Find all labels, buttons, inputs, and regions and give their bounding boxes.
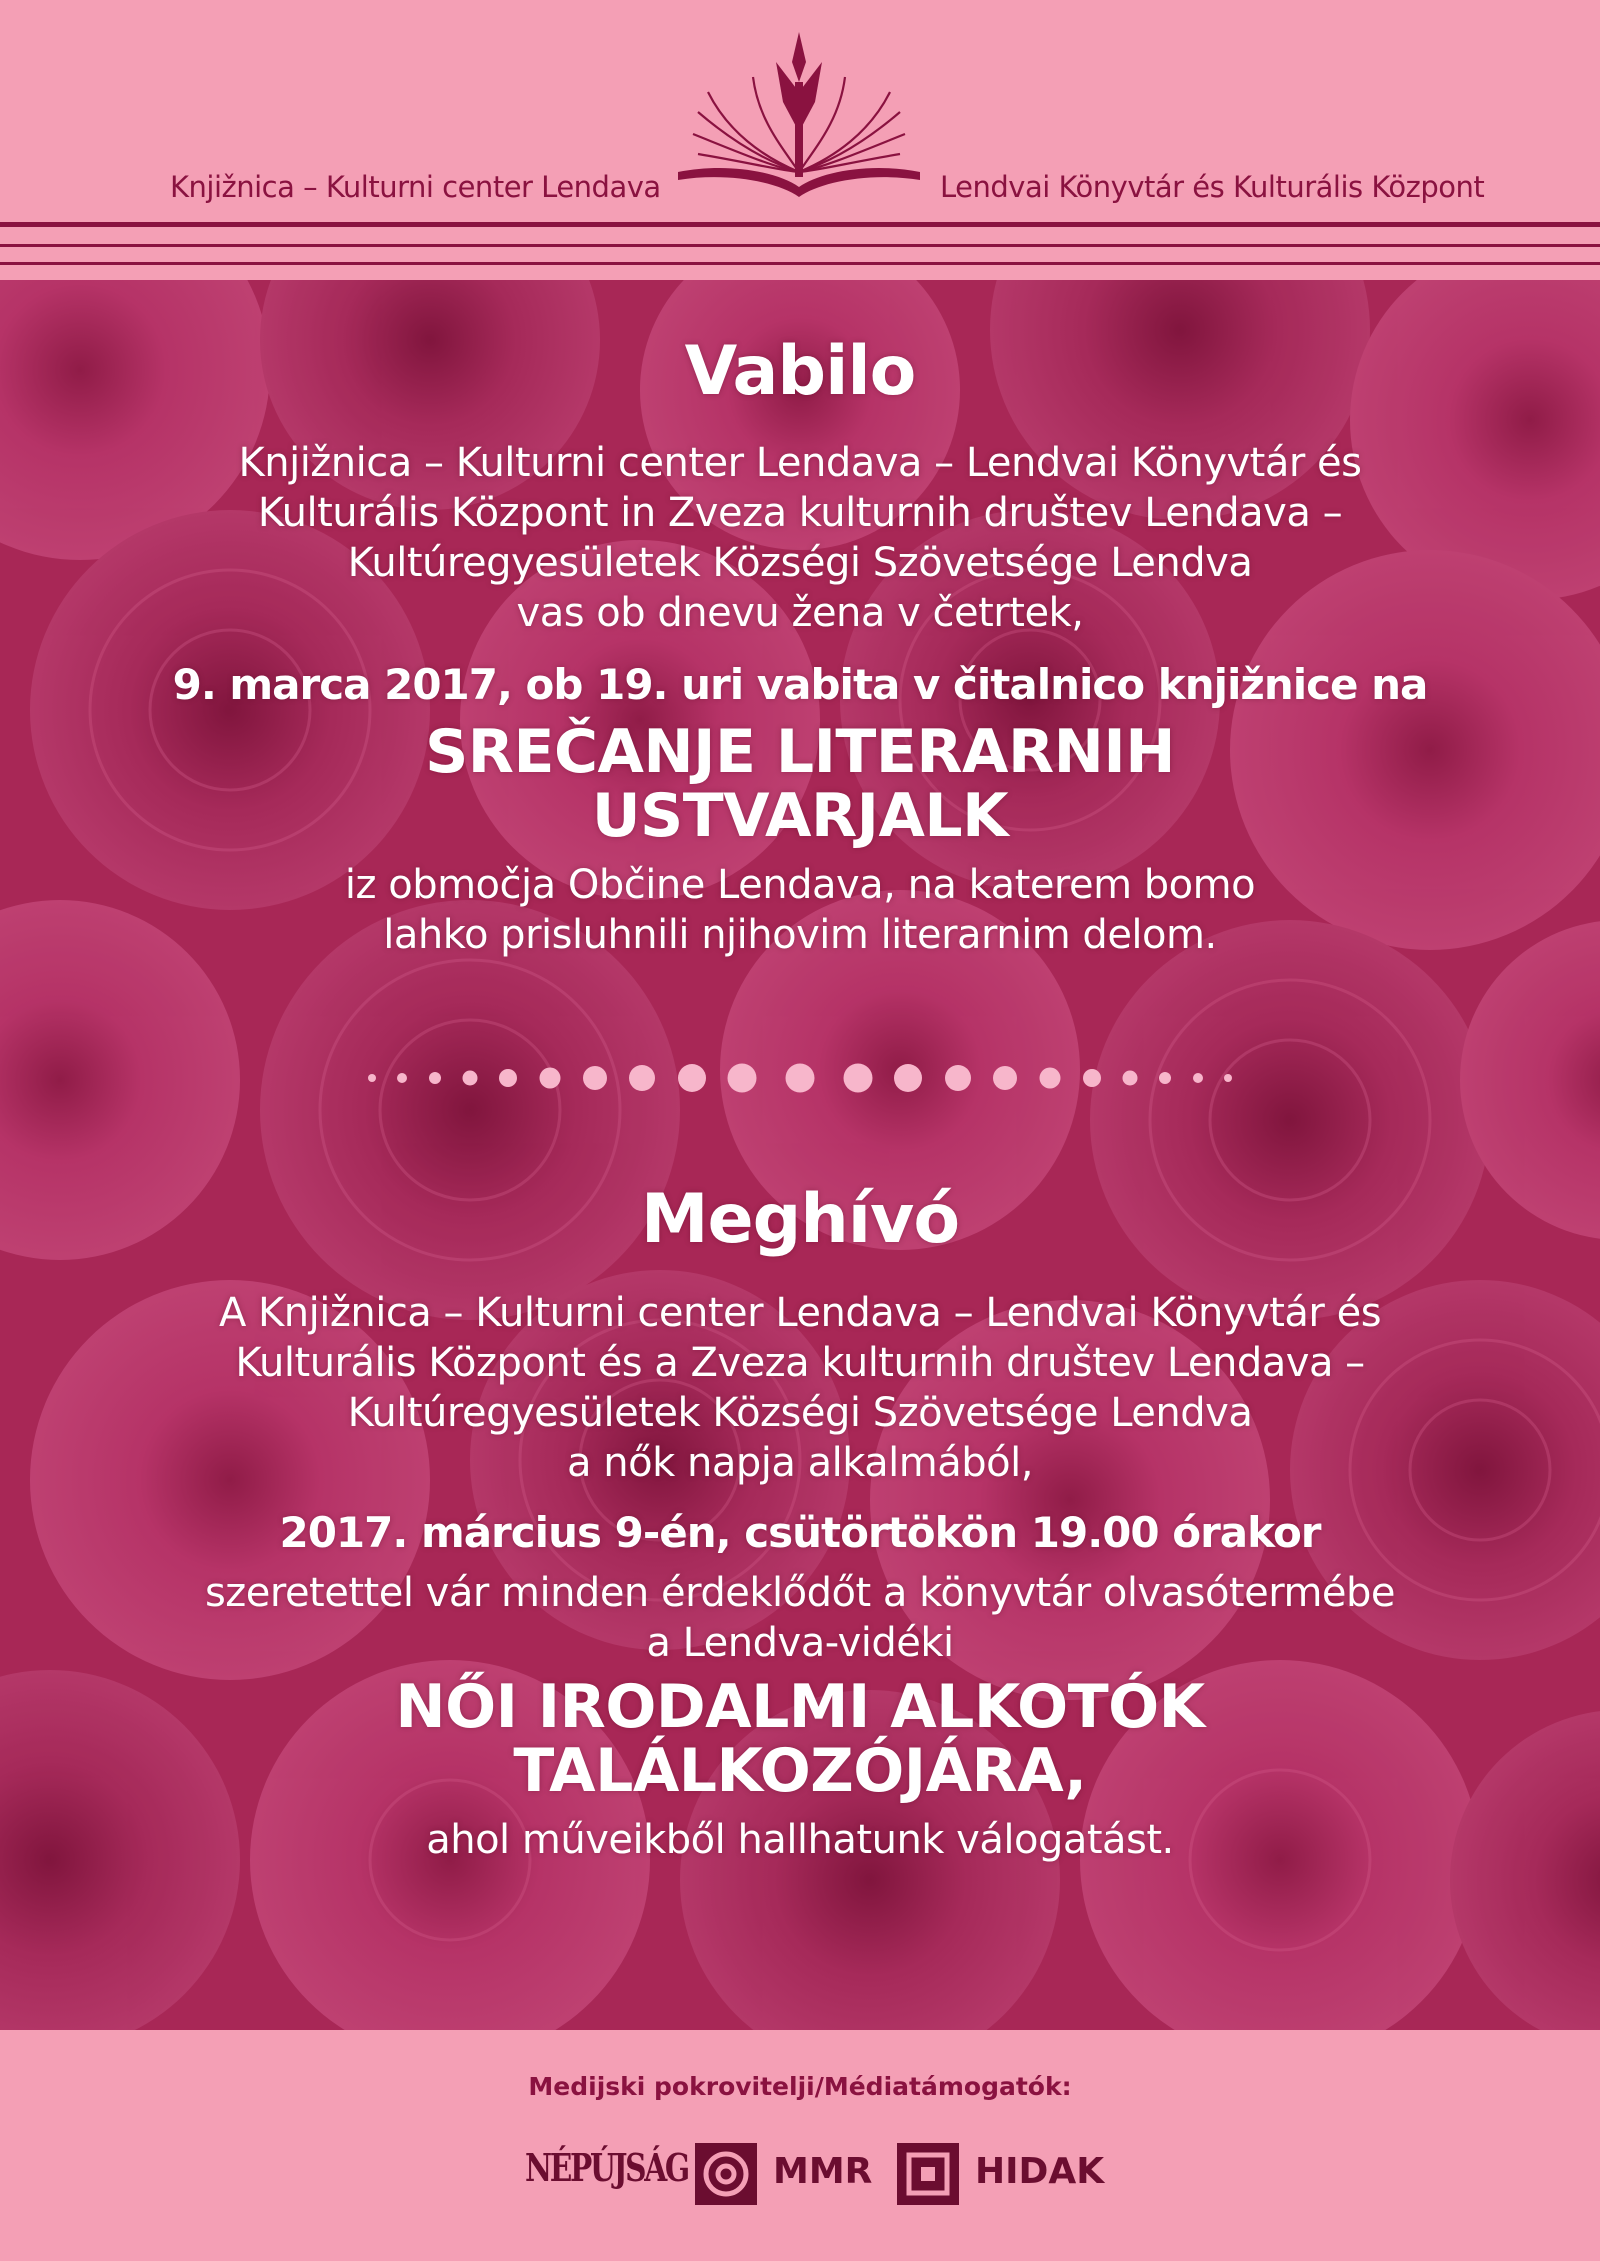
outro-slovenian [0, 860, 1600, 960]
intro-line: vas ob dnevu žena v četrtek, [516, 590, 1084, 636]
hidak-logo-text: HIDAK [975, 2151, 1105, 2192]
intro-line: A Knjižnica – Kulturni center Lendava – Lendvai Könyvtár és [218, 1290, 1382, 1336]
sponsor-logos [525, 2135, 1125, 2207]
mmr-target-icon [695, 2143, 757, 2205]
header-rule [0, 244, 1600, 247]
org-name-slovenian: Knjižnica – Kulturni center Lendava [170, 170, 661, 204]
intro-slovenian [0, 438, 1600, 638]
sponsor-label: Medijski pokrovitelji/Médiatámogatók: [528, 2072, 1072, 2101]
header-rule [0, 222, 1600, 227]
middle-hungarian [0, 1568, 1600, 1668]
headline-line: SREČANJE LITERARNIH [425, 717, 1175, 787]
header [0, 0, 1600, 280]
intro-line: Kulturális Központ és a Zveza kulturnih društev Lendava – [235, 1340, 1365, 1386]
intro-hungarian [0, 1288, 1600, 1488]
org-name-hungarian: Lendvai Könyvtár és Kulturális Központ [940, 170, 1485, 204]
outro-line: iz območja Občine Lendava, na katerem bomo [344, 862, 1256, 908]
header-rule [0, 262, 1600, 265]
invitation-content [0, 280, 1600, 2030]
headline-line: USTVARJALK [591, 781, 1009, 851]
headline-hungarian [0, 1672, 1600, 1806]
mmr-logo-text: MMR [773, 2151, 873, 2192]
title-hungarian: Meghívó [640, 1180, 960, 1259]
date-line-slovenian: 9. marca 2017, ob 19. uri vabita v čitalnico knjižnice na [172, 660, 1428, 709]
intro-line: Kultúregyesületek Községi Szövetsége Lendva [347, 540, 1253, 586]
intro-line: Kultúregyesületek Községi Szövetsége Lendva [347, 1390, 1253, 1436]
intro-line: Kulturális Központ in Zveza kulturnih društev Lendava – [257, 490, 1343, 536]
intro-line: Knjižnica – Kulturni center Lendava – Lendvai Könyvtár és [238, 440, 1362, 486]
hidak-square-icon [897, 2143, 959, 2205]
headline-line: NŐI IRODALMI ALKOTÓK [395, 1672, 1205, 1742]
date-line-hungarian: 2017. március 9-én, csütörtökön 19.00 órakor [279, 1508, 1321, 1557]
middle-line: a Lendva-vidéki [646, 1620, 954, 1666]
headline-line: TALÁLKOZÓJÁRA, [513, 1736, 1087, 1806]
middle-line: szeretettel vár minden érdeklődőt a könyvtár olvasótermébe [204, 1570, 1396, 1616]
outro-line: ahol műveikből hallhatunk válogatást. [426, 1817, 1174, 1863]
open-book-logo-icon [668, 22, 930, 202]
headline-slovenian [0, 717, 1600, 851]
outro-hungarian [0, 1815, 1600, 1865]
intro-line: a nők napja alkalmából, [567, 1440, 1033, 1486]
rose-background [0, 280, 1600, 2030]
nepujsag-logo: NÉPÚJSÁG [525, 2145, 688, 2190]
outro-line: lahko prisluhnili njihovim literarnim delom. [383, 912, 1217, 958]
dotted-divider [360, 1058, 1240, 1098]
title-slovenian: Vabilo [684, 332, 916, 411]
